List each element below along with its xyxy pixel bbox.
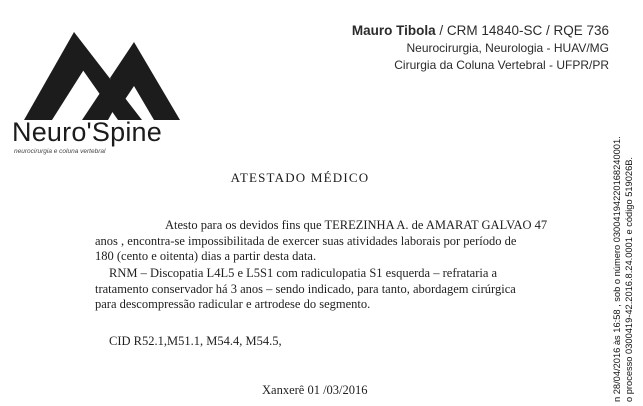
doctor-name: Mauro Tibola bbox=[351, 23, 436, 38]
doctor-specialty: Neurocirurgia, Neurologia - HUAV/MG bbox=[406, 41, 609, 55]
paragraph-2 bbox=[95, 266, 520, 313]
paragraph-2-line-3: para descompressão radicular e artrodese do segmento. bbox=[95, 297, 371, 311]
logo-brand-name: Neuro'Spine bbox=[12, 117, 162, 147]
paragraph-1-line-1: Atesto para os devidos fins que TEREZINHA A. de AMARAT GALVAO 47 bbox=[165, 218, 548, 232]
logo-tagline: neurocirurgia e coluna vertebral bbox=[14, 148, 106, 155]
cid-codes: CID R52.1,M51.1, M54.4, M54.5, bbox=[109, 334, 282, 348]
side-stamp bbox=[611, 0, 643, 406]
logo-mountain-icon bbox=[22, 20, 182, 125]
place-and-date: Xanxerê 01 /03/2016 bbox=[262, 383, 368, 397]
paragraph-2-line-2: tratamento conservador há 3 anos – sendo indicado, para tanto, abordagem cirúrgica bbox=[95, 281, 516, 296]
paragraph-1-line-2: anos , encontra-se impossibilitada de exercer suas atividades laborais por período de bbox=[95, 233, 517, 248]
stamp-line-2: o processo 0300419-42.2016.8.24.0001 e código 519026B. bbox=[624, 156, 634, 402]
document-title: ATESTADO MÉDICO bbox=[230, 170, 370, 185]
doctor-subspecialty: Cirurgia da Coluna Vertebral - UFPR/PR bbox=[394, 58, 609, 72]
paragraph-1-line-3: 180 (cento e oitenta) dias a partir desta data. bbox=[95, 249, 317, 263]
doctor-name-line bbox=[352, 22, 609, 40]
doctor-header bbox=[352, 22, 609, 74]
doctor-credentials: / CRM 14840-SC / RQE 736 bbox=[435, 23, 609, 38]
paragraph-2-line-1: RNM – Discopatia L4L5 e L5S1 com radiculopatia S1 esquerda – refrataria a bbox=[109, 266, 498, 280]
stamp-text bbox=[611, 0, 635, 404]
stamp-line-1: n 28/04/2016 às 16:58 , sob o número 03004194220168240001. bbox=[612, 136, 622, 402]
paragraph-1 bbox=[95, 218, 548, 265]
neurospine-logo bbox=[12, 20, 197, 165]
